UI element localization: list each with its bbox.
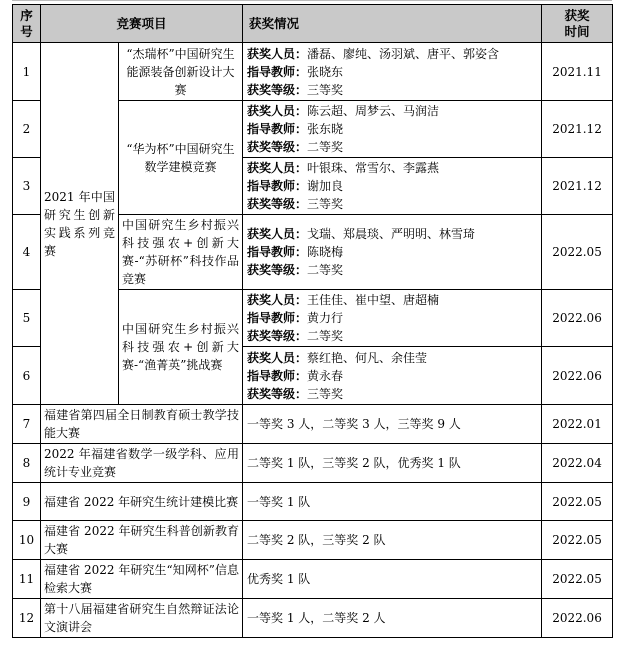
header-project: 竞赛项目 bbox=[41, 5, 243, 43]
level-label: 获奖等级： bbox=[247, 263, 308, 277]
project-name: 2022 年福建省数学一级学科、应用统计专业竞赛 bbox=[41, 444, 243, 483]
advisor-label: 指导教师： bbox=[247, 368, 308, 383]
row-number: 10 bbox=[13, 521, 41, 560]
winners-value: 陈云超、周梦云、马润洁 bbox=[307, 104, 440, 118]
advisor-label: 指导教师： bbox=[247, 311, 308, 325]
project-name: 第十八届福建省研究生自然辩证法论文演讲会 bbox=[41, 599, 243, 638]
header-row bbox=[13, 5, 613, 43]
winners-label: 获奖人员： bbox=[247, 104, 308, 118]
project-name: 中国研究生乡村振兴科技强农+创新大赛-“渔菁英”挑战赛 bbox=[119, 290, 243, 405]
winners-label: 获奖人员： bbox=[247, 350, 308, 365]
award-details bbox=[243, 290, 542, 347]
top-rule bbox=[12, 0, 612, 1]
group-name: 2021 年中国研究生创新实践系列竞赛 bbox=[41, 43, 119, 405]
award-summary: 优秀奖 1 队 bbox=[243, 560, 542, 599]
row-number: 2 bbox=[13, 101, 41, 158]
award-details bbox=[243, 215, 542, 290]
award-date: 2021.12 bbox=[542, 158, 613, 215]
project-name: “华为杯”中国研究生数学建模竞赛 bbox=[119, 101, 243, 215]
advisor-value: 张东晓 bbox=[307, 122, 344, 136]
level-label: 获奖等级： bbox=[247, 329, 308, 343]
award-date: 2022.06 bbox=[542, 599, 613, 638]
advisor-label: 指导教师： bbox=[247, 122, 308, 136]
level-value: 二等奖 bbox=[307, 329, 344, 343]
row-number: 8 bbox=[13, 444, 41, 483]
project-name: 福建省 2022 年研究生“知网杯”信息检索大赛 bbox=[41, 560, 243, 599]
header-award: 获奖情况 bbox=[243, 5, 542, 43]
row-number: 11 bbox=[13, 560, 41, 599]
row-number: 1 bbox=[13, 43, 41, 101]
level-value: 三等奖 bbox=[307, 386, 344, 401]
award-details bbox=[243, 101, 542, 158]
row-number: 7 bbox=[13, 405, 41, 444]
advisor-value: 陈晓梅 bbox=[307, 245, 344, 259]
project-name: 福建省第四届全日制教育硕士教学技能大赛 bbox=[41, 405, 243, 444]
level-value: 三等奖 bbox=[307, 82, 344, 97]
winners-value: 潘磊、廖纯、汤羽斌、唐平、郭姿含 bbox=[307, 46, 500, 61]
award-date: 2021.11 bbox=[542, 43, 613, 101]
table-row bbox=[13, 483, 613, 521]
award-date: 2021.12 bbox=[542, 101, 613, 158]
advisor-label: 指导教师： bbox=[247, 179, 308, 193]
table-row bbox=[13, 521, 613, 560]
award-date: 2022.05 bbox=[542, 560, 613, 599]
award-date: 2022.05 bbox=[542, 483, 613, 521]
award-details bbox=[243, 158, 542, 215]
advisor-label: 指导教师： bbox=[247, 64, 308, 79]
level-label: 获奖等级： bbox=[247, 140, 308, 154]
level-label: 获奖等级： bbox=[247, 197, 308, 211]
award-date: 2022.06 bbox=[542, 290, 613, 347]
award-details bbox=[243, 43, 542, 101]
level-label: 获奖等级： bbox=[247, 386, 308, 401]
row-number: 5 bbox=[13, 290, 41, 347]
winners-value: 叶银珠、常雪尔、李露燕 bbox=[307, 161, 440, 175]
table-row bbox=[13, 444, 613, 483]
project-name: 福建省 2022 年研究生科普创新教育大赛 bbox=[41, 521, 243, 560]
header-time: 获奖 时间 bbox=[542, 5, 613, 43]
header-seq: 序 号 bbox=[13, 5, 41, 43]
table-row bbox=[13, 405, 613, 444]
award-date: 2022.01 bbox=[542, 405, 613, 444]
row-number: 12 bbox=[13, 599, 41, 638]
project-name: 福建省 2022 年研究生统计建模比赛 bbox=[41, 483, 243, 521]
advisor-value: 黄永春 bbox=[307, 368, 344, 383]
level-value: 二等奖 bbox=[307, 263, 344, 277]
award-date: 2022.06 bbox=[542, 347, 613, 405]
table-row bbox=[13, 560, 613, 599]
project-name: 中国研究生乡村振兴科技强农+创新大赛-“苏研杯”科技作品竞赛 bbox=[119, 215, 243, 290]
advisor-label: 指导教师： bbox=[247, 245, 308, 259]
row-number: 4 bbox=[13, 215, 41, 290]
advisor-value: 黄力行 bbox=[307, 311, 344, 325]
winners-label: 获奖人员： bbox=[247, 161, 308, 175]
winners-value: 蔡红艳、何凡、余佳莹 bbox=[307, 350, 428, 365]
award-date: 2022.05 bbox=[542, 521, 613, 560]
winners-value: 王佳佳、崔中望、唐超楠 bbox=[307, 293, 440, 307]
level-value: 二等奖 bbox=[307, 140, 344, 154]
level-label: 获奖等级： bbox=[247, 82, 308, 97]
award-summary: 二等奖 2 队，三等奖 2 队 bbox=[243, 521, 542, 560]
advisor-value: 谢加良 bbox=[307, 179, 344, 193]
table-row bbox=[13, 43, 613, 101]
award-date: 2022.04 bbox=[542, 444, 613, 483]
row-number: 6 bbox=[13, 347, 41, 405]
award-summary: 一等奖 1 人，二等奖 2 人 bbox=[243, 599, 542, 638]
row-number: 3 bbox=[13, 158, 41, 215]
winners-label: 获奖人员： bbox=[247, 46, 308, 61]
award-summary: 一等奖 3 人，二等奖 3 人，三等奖 9 人 bbox=[243, 405, 542, 444]
project-name: “杰瑞杯”中国研究生能源装备创新设计大赛 bbox=[119, 43, 243, 101]
level-value: 三等奖 bbox=[307, 197, 344, 211]
award-date: 2022.05 bbox=[542, 215, 613, 290]
row-number: 9 bbox=[13, 483, 41, 521]
winners-label: 获奖人员： bbox=[247, 293, 308, 307]
award-summary: 一等奖 1 队 bbox=[243, 483, 542, 521]
winners-label: 获奖人员： bbox=[247, 227, 308, 241]
advisor-value: 张晓东 bbox=[307, 64, 344, 79]
award-details bbox=[243, 347, 542, 405]
winners-value: 戈瑞、郑晨琰、严明明、林雪琦 bbox=[307, 227, 476, 241]
award-summary: 二等奖 1 队，三等奖 2 队，优秀奖 1 队 bbox=[243, 444, 542, 483]
table-row bbox=[13, 599, 613, 638]
awards-table bbox=[12, 4, 613, 638]
